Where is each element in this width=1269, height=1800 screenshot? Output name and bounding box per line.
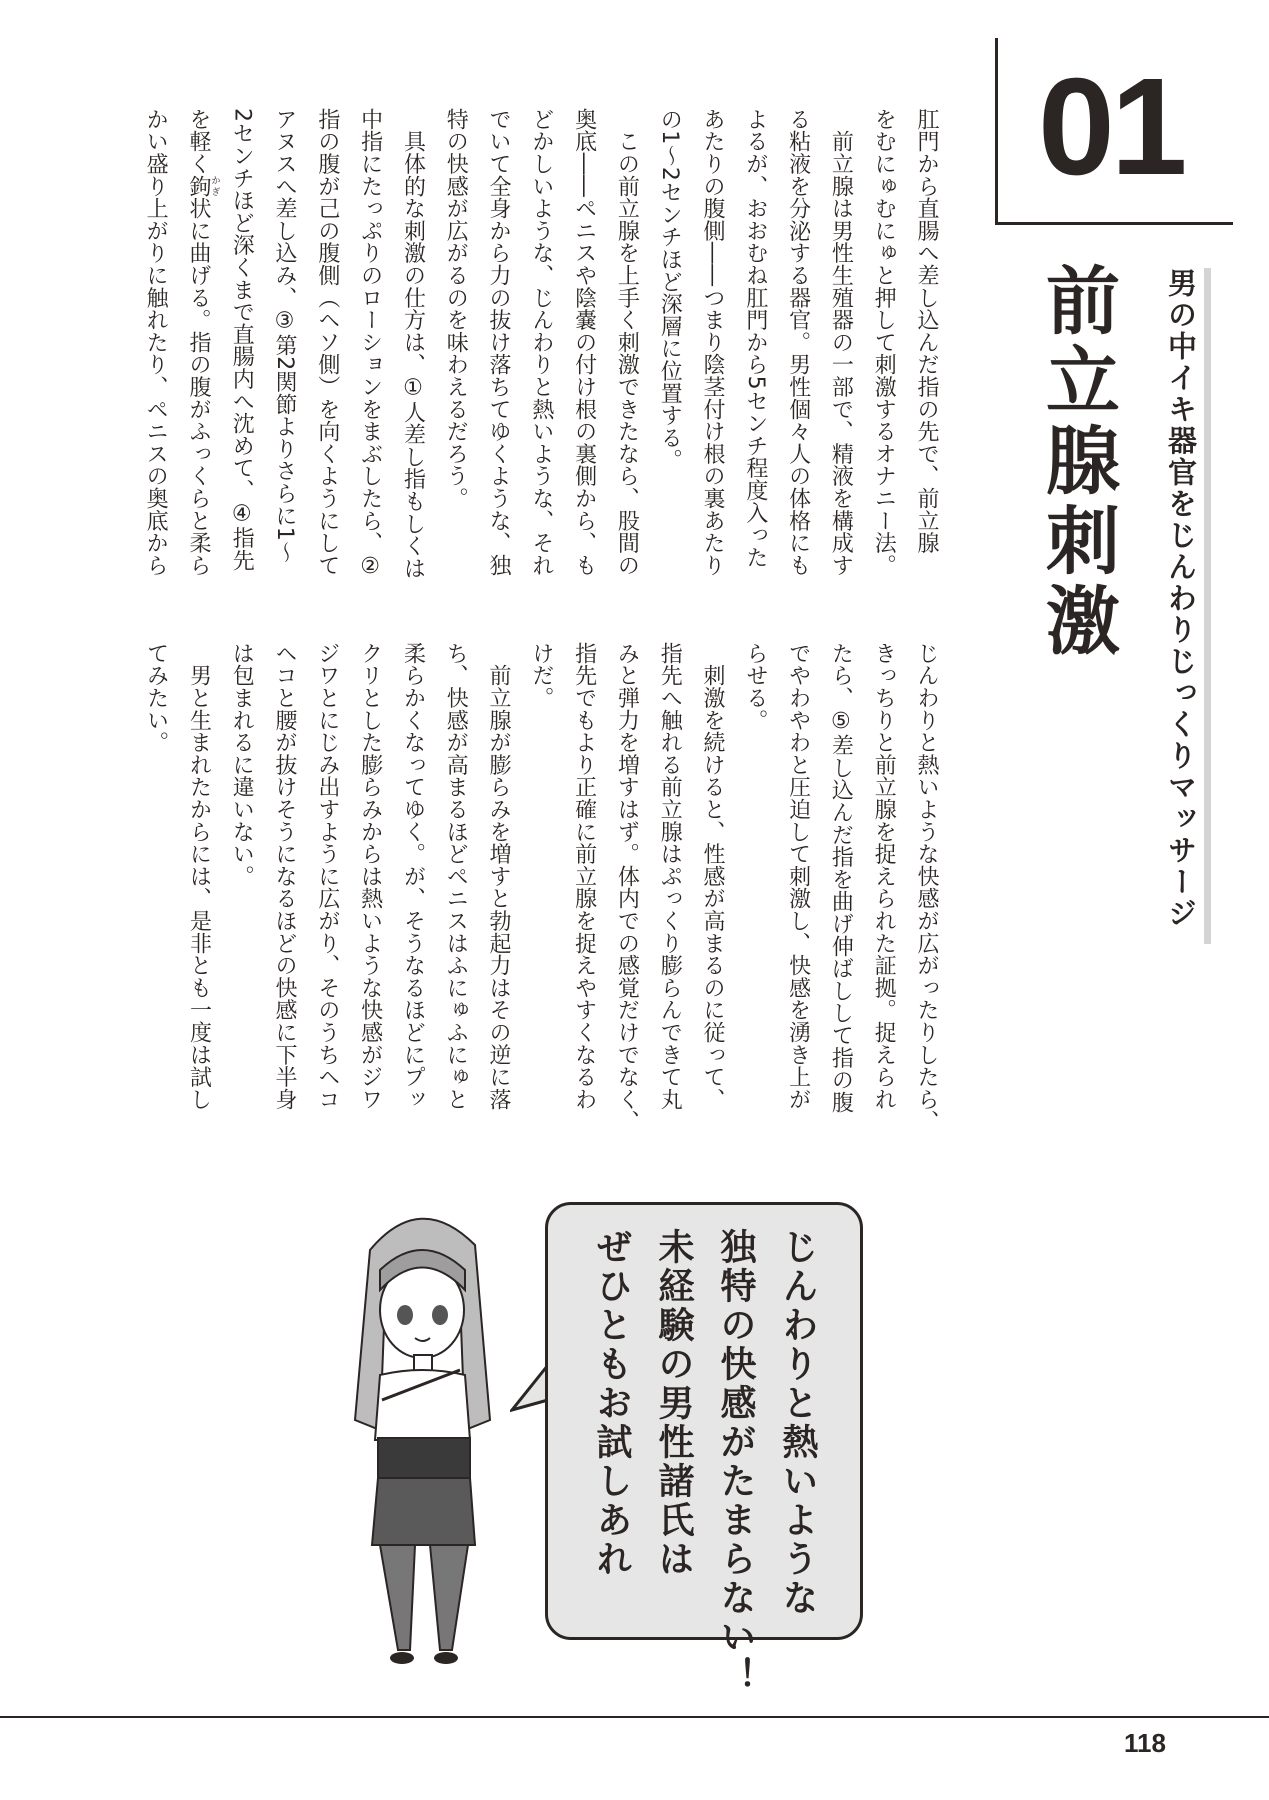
text-line: 指先でもより正確に前立腺を捉えやすくなるわ bbox=[571, 642, 597, 1111]
body-text-upper bbox=[133, 108, 947, 588]
bubble-line: 未経験の男性諸氏は bbox=[653, 1228, 694, 1579]
text-line: じんわりと熱いような快感が広がったりしたら、 bbox=[914, 642, 939, 1133]
text-line: ジワとにじみ出すように広がり、そのうちヘコ bbox=[314, 642, 340, 1111]
text-line: あたりの腹側――つまり陰茎付け根の裏あたり bbox=[700, 108, 726, 577]
text-line: てみたい。 bbox=[143, 642, 169, 754]
text-line: る粘液を分泌する器官。男性個々人の体格にも bbox=[785, 108, 811, 577]
text-fragment: を軽く bbox=[185, 108, 211, 175]
text-line: 前立腺が膨らみを増すと勃起力はその逆に落 bbox=[486, 642, 512, 1111]
text-line: 奥底――ペニスや陰嚢の付け根の裏側から、も bbox=[571, 108, 597, 577]
ruby-word bbox=[185, 174, 220, 198]
text-line: 男と生まれたからには、是非とも一度は試し bbox=[186, 642, 212, 1111]
text-line: をむにゅむにゅと押して刺激するオナニー法。 bbox=[871, 108, 897, 577]
text-fragment: 状に曲げる。指の腹がふっくらと柔ら bbox=[185, 197, 211, 577]
text-line: ち、快感が高まるほどペニスはふにゅふにゅと bbox=[443, 642, 469, 1111]
page-number: 118 bbox=[1124, 1728, 1166, 1758]
page-subtitle: 男の中イキ器官をじんわりじっくりマッサージ bbox=[1164, 268, 1198, 930]
text-line: たら、⑤差し込んだ指を曲げ伸ばしして指の腹 bbox=[828, 642, 854, 1114]
page-title: 前立腺刺激 bbox=[1034, 262, 1120, 662]
text-line: 肛門から直腸へ差し込んだ指の先で、前立腺 bbox=[914, 108, 939, 554]
text-line: ヘコと腰が抜けそうになるほどの快感に下半身 bbox=[272, 642, 298, 1111]
text-line: の1～2センチほど深層に位置する。 bbox=[657, 108, 683, 472]
text-line: きっちりと前立腺を捉えられた証拠。捉えられ bbox=[871, 642, 897, 1111]
text-line: でいて全身から力の抜け落ちてゆくような、独 bbox=[486, 108, 512, 577]
text-line: 2センチほど深くまで直腸内へ沈めて、④指先 bbox=[229, 108, 255, 572]
ruby-reading: かぎ bbox=[209, 174, 220, 198]
text-line: クリとした膨らみからは熱いような快感がジワ bbox=[357, 642, 383, 1111]
text-line: 中指にたっぷりのローションをまぶしたら、② bbox=[357, 108, 383, 580]
text-line: けだ。 bbox=[528, 642, 554, 709]
text-line: 前立腺は男性生殖器の一部で、精液を構成す bbox=[828, 108, 854, 577]
text-line: よるが、おおむね肛門から5センチ程度入った bbox=[742, 108, 768, 569]
text-line: 指先へ触れる前立腺はぷっくり膨らんできて丸 bbox=[657, 642, 683, 1111]
text-line: この前立腺を上手く刺激できたなら、股間の bbox=[614, 108, 640, 577]
speech-bubble-text bbox=[578, 1228, 828, 1696]
text-line: は包まれるに違いない。 bbox=[229, 642, 255, 888]
text-line: どかしいような、じんわりと熱いような、それ bbox=[528, 108, 554, 577]
text-line: 具体的な刺激の仕方は、①人差し指もしくは bbox=[400, 108, 426, 580]
speech-bubble-tail bbox=[510, 1360, 550, 1420]
ruby-base: 鉤 bbox=[185, 174, 211, 198]
text-line: 刺激を続けると、性感が高まるのに従って、 bbox=[700, 642, 726, 1111]
text-line: でやわやわと圧迫して刺激し、快感を湧き上が bbox=[785, 642, 811, 1111]
chapter-number: 01 bbox=[1038, 50, 1184, 204]
body-text-lower bbox=[134, 642, 947, 1142]
bubble-line: 独特の快感がたまらない！ bbox=[715, 1228, 756, 1696]
character-illustration bbox=[310, 1190, 540, 1670]
text-line: みと弾力を増すはず。体内での感覚だけでなく、 bbox=[614, 642, 640, 1133]
text-line: 特の快感が広がるのを味わえるだろう。 bbox=[443, 108, 469, 510]
text-line: 指の腹が己の腹側（ヘソ側）を向くようにして bbox=[314, 108, 340, 577]
subtitle-bar bbox=[1204, 268, 1211, 944]
text-line: らせる。 bbox=[742, 642, 768, 732]
text-line: かい盛り上がりに触れたり、ペニスの奥底から bbox=[143, 108, 169, 577]
footer-divider bbox=[0, 1716, 1269, 1718]
text-line: アヌスへ差し込み、③第2関節よりさらに1～ bbox=[272, 108, 298, 564]
bubble-line: じんわりと熱いような bbox=[777, 1228, 818, 1618]
bubble-line: ぜひともお試しあれ bbox=[591, 1228, 632, 1579]
text-line: 柔らかくなってゆく。が、そうなるほどにプッ bbox=[400, 642, 426, 1111]
text-line bbox=[176, 108, 219, 588]
